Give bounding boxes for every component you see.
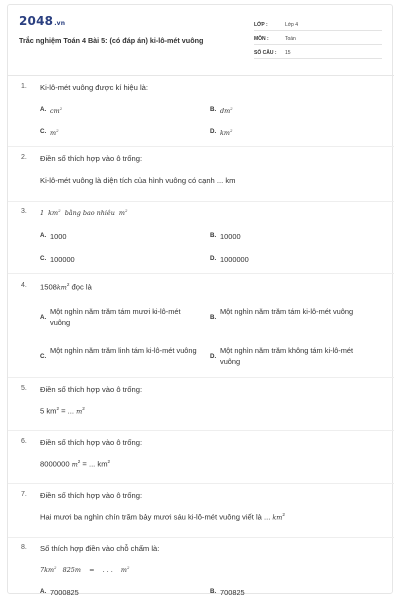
worksheet-title: Trắc nghiệm Toán 4 Bài 5: (có đáp án) ki-lô-mét vuông bbox=[19, 36, 204, 45]
divider bbox=[8, 430, 394, 431]
divider bbox=[8, 201, 394, 202]
divider bbox=[8, 483, 394, 484]
site-logo[interactable]: 2048.vn bbox=[19, 14, 66, 28]
divider bbox=[8, 377, 394, 378]
meta-grade: LỚP : Lớp 4 bbox=[254, 20, 382, 31]
divider bbox=[8, 146, 394, 147]
meta-subject: MÔN : Toán bbox=[254, 34, 382, 45]
worksheet-header bbox=[8, 5, 394, 76]
divider bbox=[8, 537, 394, 538]
divider bbox=[8, 273, 394, 274]
meta-question-count: SỐ CÂU : 15 bbox=[254, 48, 382, 59]
worksheet-page: 2048.vn Trắc nghiệm Toán 4 Bài 5: (có đáp án) ki-lô-mét vuông LỚP : Lớp 4 MÔN : Toán SỐ CÂU : 15 1. Ki-lô-mét vuông được kí hiệu là: A. $cm^2$ B. $dm^2$ C. $m^2$ D. $km^2$ 2. Điền số thích hợp vào ô trống: Ki-lô-mét vuông là diện tích của hình vuông có cạnh ... km 3. 1 $km^2$ bằng bao nhiêu $m^2$ A. 1000 B. 10000 C. 100000 D. 1000000 4. $1508km^2$ đọc là A. Một nghìn năm trăm tám mươi ki-lô-mét vuông B. Một nghìn năm trăm tám ki-lô-mét vuông C. Một nghìn năm trăm linh tám ki-lô-mét vuông D. Một nghìn năm trăm không tám ki-lô-mét vuông 5. Điền số thích hợp vào ô trống: 5 $km^2$ = ... $m^2$ 6. Điền số thích hợp vào ô trống: 8000000 $m^2$ = ... $km^2$ 7. Điền số thích hợp vào ô trống: Hai mươi ba nghìn chín trăm bảy mươi sáu ki-lô-mét vuông viết là ... $km^2$ 8. Số thích hợp điền vào chỗ chấm là: $7km^2$ 825m = . . . $m^2$ A. 7000825 B. 700825 bbox=[7, 4, 393, 594]
